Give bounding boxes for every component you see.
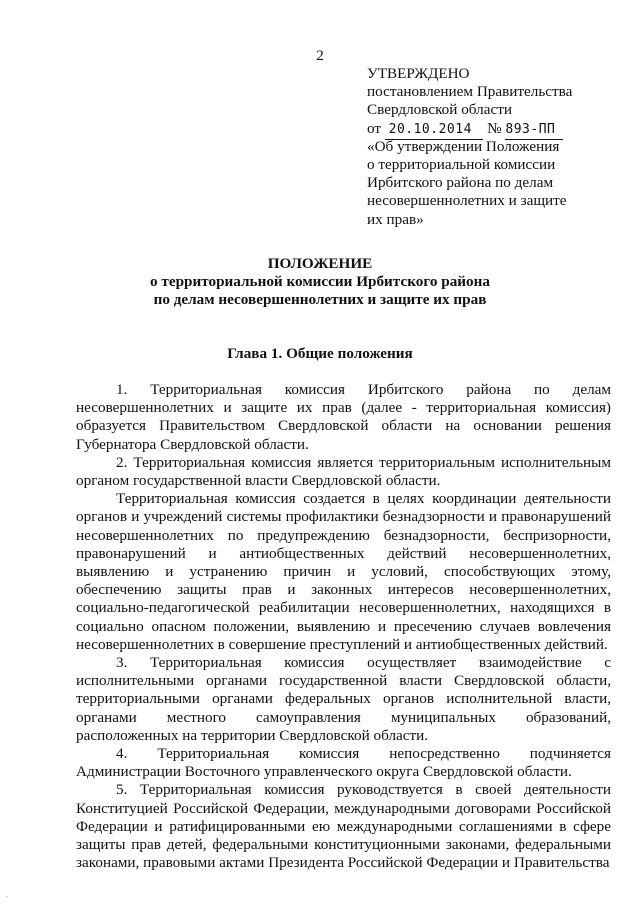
approval-line: постановлением Правительства: [367, 83, 573, 101]
paragraph: 3. Территориальная комиссия осуществляет взаимодействие с исполнительными органами государственной власти Свердловской области, территориальными органами федеральных органов исполнительной власти, органами местного самоуправления муниципальных образований, расположенных на территории Свердловской области.: [76, 654, 611, 744]
body-text: [76, 381, 611, 872]
paragraph: 1. Территориальная комиссия Ирбитского района по делам несовершеннолетних и защите их прав (далее - территориальная комиссия) образуется Правительством Свердловской области на основании решения Губернатора Свердловской области.: [76, 381, 611, 453]
approval-block: [367, 65, 617, 229]
margin-mark: .: [6, 890, 8, 899]
document-title: [0, 255, 640, 310]
number-field: [505, 120, 563, 140]
approval-line: о территориальной комиссии: [367, 155, 556, 173]
approval-line: Свердловской области: [367, 101, 512, 119]
approval-heading: УТВЕРЖДЕНО: [367, 65, 470, 82]
date-prefix: от: [367, 119, 382, 137]
paragraph: Территориальная комиссия создается в целях координации деятельности органов и учреждений системы профилактики безнадзорности и правонарушений несовершеннолетних по предупреждению безнадзорности, беспризорности, правонарушений и антиобщественных действий несовершеннолетних, выявлению и устранению причин и условий, способствующих этому, обеспечению защиты прав и законных интересов несовершеннолетних, социально-педагогической реабилитации несовершеннолетних, находящихся в социально опасном положении, выявлению и пресечению случаев вовлечения несовершеннолетних в совершение преступлений и антиобщественных действий.: [76, 490, 611, 653]
number-value: 893-ПП: [505, 121, 556, 137]
title-subline: по делам несовершеннолетних и защите их прав: [153, 291, 487, 309]
chapter-heading: Глава 1. Общие положения: [227, 345, 413, 362]
paragraph: 4. Территориальная комиссия непосредственно подчиняется Администрации Восточного управленческого округа Свердловской области.: [76, 745, 611, 781]
paragraph: 5. Территориальная комиссия руководствуется в своей деятельности Конституцией Российской Федерации, международными договорами Российской Федерации и ратифицированными ею международными соглашениями в сфере защиты прав детей, федеральными конституционными законами, федеральными законами, правовыми актами Президента Российской Федерации и Правительства: [76, 781, 611, 872]
approval-date-line: [367, 120, 617, 138]
approval-line: Ирбитского района по делам: [367, 174, 554, 192]
approval-line: их прав»: [367, 210, 424, 228]
title-heading: ПОЛОЖЕНИЕ: [267, 255, 373, 272]
page-number: 2: [316, 47, 324, 64]
date-field: [385, 120, 483, 140]
title-subline: о территориальной комиссии Ирбитского района: [150, 273, 490, 291]
approval-line: «Об утверждении Положения: [367, 137, 560, 155]
approval-line: несовершеннолетних и защите: [367, 192, 567, 210]
number-prefix: №: [487, 119, 502, 137]
date-value: 20.10.2014: [388, 121, 472, 137]
paragraph: 2. Территориальная комиссия является территориальным исполнительным органом государственной власти Свердловской области.: [76, 453, 611, 490]
